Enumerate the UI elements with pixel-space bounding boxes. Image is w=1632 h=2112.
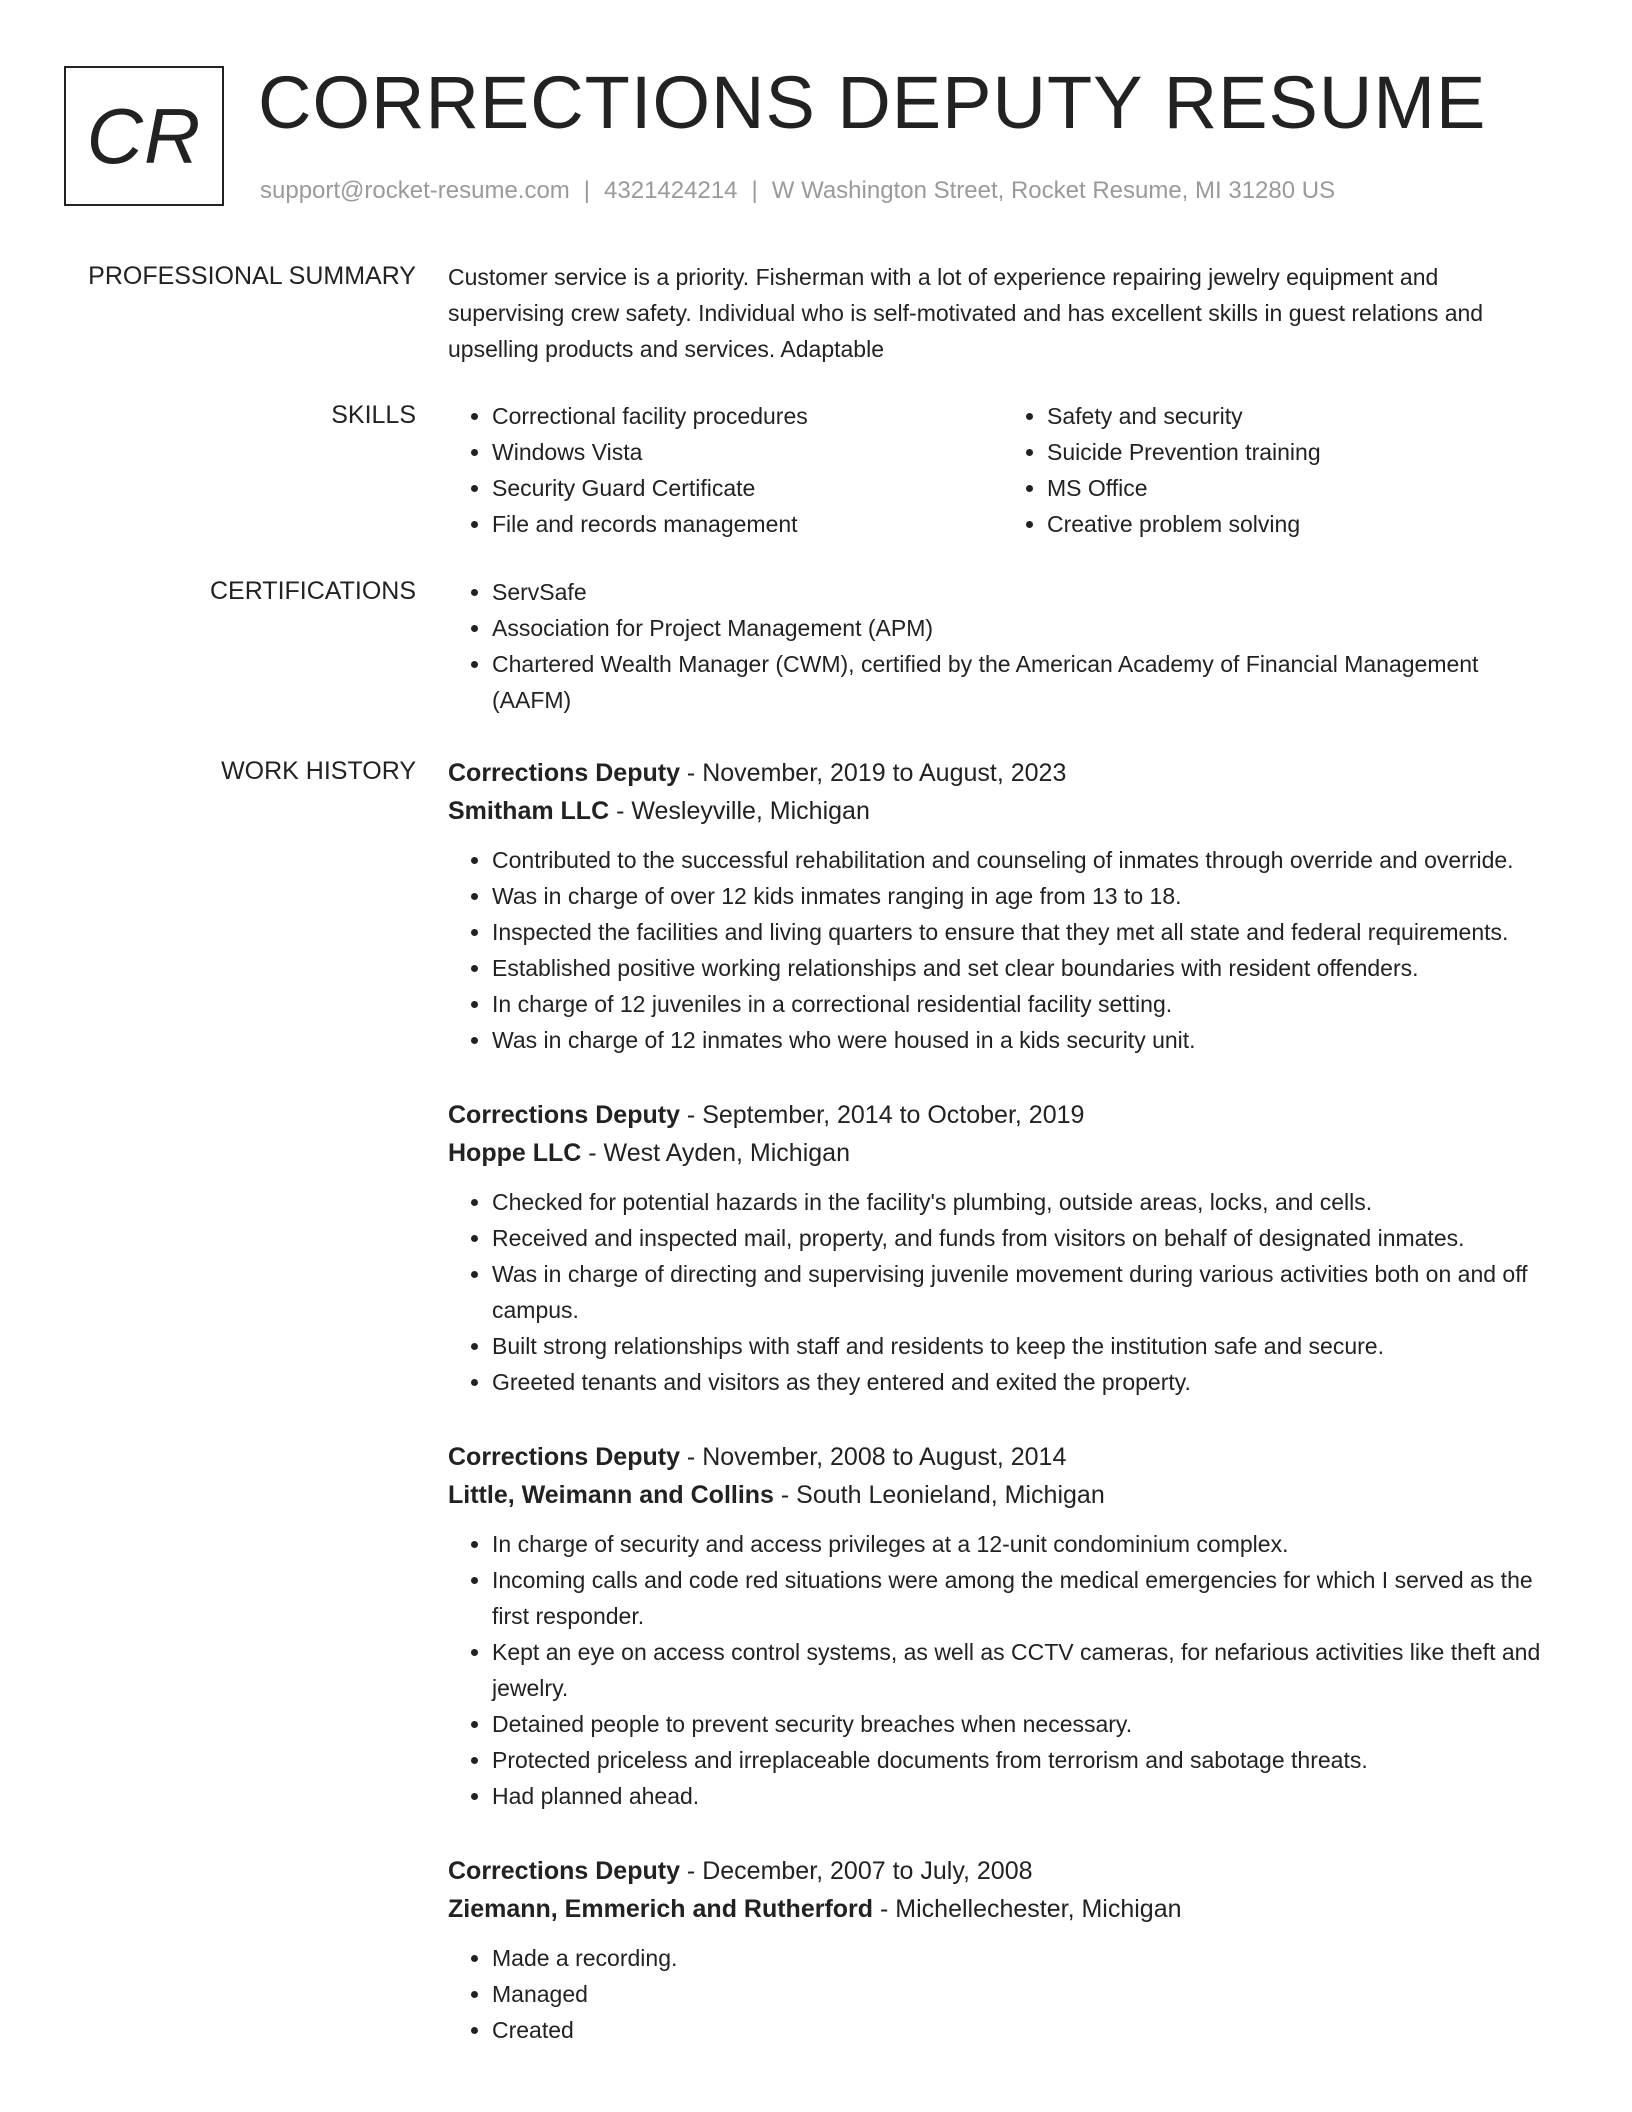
- job-title-line: [448, 754, 1558, 792]
- certification-item: • ServSafe: [492, 574, 1558, 610]
- monogram-logo: CR: [64, 66, 224, 206]
- certifications-list: [448, 574, 1558, 718]
- job-duty-item: • Detained people to prevent security breaches when necessary.: [492, 1706, 1558, 1742]
- job-dates: - December, 2007 to July, 2008: [679, 1857, 1033, 1885]
- job-duty-item: • Contributed to the successful rehabilitation and counseling of inmates through override and override.: [492, 842, 1558, 878]
- job-duty-item: • In charge of security and access privileges at a 12-unit condominium complex.: [492, 1526, 1558, 1562]
- job-company: Little, Weimann and Collins: [448, 1481, 774, 1509]
- job-duty-item: • Received and inspected mail, property, and funds from visitors on behalf of designated inmates.: [492, 1220, 1558, 1256]
- job-duties-list: [448, 1940, 1558, 2048]
- job-title: Corrections Deputy: [448, 759, 680, 787]
- job-duty-item: • Was in charge of over 12 kids inmates ranging in age from 13 to 18.: [492, 878, 1558, 914]
- certifications-body: [448, 574, 1558, 718]
- job-dates: - November, 2019 to August, 2023: [679, 759, 1067, 787]
- contact-email: support@rocket-resume.com: [260, 177, 570, 204]
- job-duty-item: • Was in charge of 12 inmates who were housed in a kids security unit.: [492, 1022, 1558, 1058]
- skill-item: • Security Guard Certificate: [492, 470, 1003, 506]
- contact-phone: 4321424214: [604, 177, 738, 204]
- job-duty-item: • Checked for potential hazards in the facility's plumbing, outside areas, locks, and cells.: [492, 1184, 1558, 1220]
- job-entry: [448, 1852, 1558, 2048]
- skill-item: • Suicide Prevention training: [1047, 434, 1558, 470]
- job-duty-item: • Created: [492, 2012, 1558, 2048]
- job-duty-item: • Inspected the facilities and living quarters to ensure that they met all state and federal requirements.: [492, 914, 1558, 950]
- job-duty-item: • Was in charge of directing and supervising juvenile movement during various activities both on and off campus.: [492, 1256, 1558, 1328]
- job-location: - West Ayden, Michigan: [581, 1139, 850, 1167]
- job-duties-list: [448, 842, 1558, 1058]
- work-history-body: [448, 754, 1558, 2086]
- skill-item: • Safety and security: [1047, 398, 1558, 434]
- job-duty-item: • Incoming calls and code red situations were among the medical emergencies for which I served as the first responder.: [492, 1562, 1558, 1634]
- job-entry: [448, 1096, 1558, 1400]
- job-company: Ziemann, Emmerich and Rutherford: [448, 1895, 874, 1923]
- summary-text: Customer service is a priority. Fisherman with a lot of experience repairing jewelry equipment and supervising crew safety. Individual who is self-motivated and has excellent skills in guest relations and upselling products and services. Adaptable: [448, 264, 1484, 362]
- job-company-line: [448, 1134, 1558, 1172]
- section-label-work-history: WORK HISTORY: [221, 757, 416, 785]
- skill-item: • MS Office: [1047, 470, 1558, 506]
- certification-item: • Chartered Wealth Manager (CWM), certified by the American Academy of Financial Management (AAFM): [492, 646, 1558, 718]
- job-duty-item: • Had planned ahead.: [492, 1778, 1558, 1814]
- contact-address: W Washington Street, Rocket Resume, MI 31280 US: [771, 177, 1336, 204]
- job-title-line: [448, 1438, 1558, 1476]
- job-title: Corrections Deputy: [448, 1101, 680, 1129]
- section-label-certifications: CERTIFICATIONS: [209, 577, 416, 605]
- job-company: Hoppe LLC: [448, 1139, 582, 1167]
- job-location: - Wesleyville, Michigan: [609, 797, 870, 825]
- contact-separator: |: [751, 177, 758, 204]
- job-dates: - November, 2008 to August, 2014: [679, 1443, 1067, 1471]
- job-title: Corrections Deputy: [448, 1857, 680, 1885]
- job-company-line: [448, 1890, 1558, 1928]
- section-label-skills: SKILLS: [331, 401, 416, 429]
- contact-line: [260, 174, 1335, 208]
- job-duty-item: • Made a recording.: [492, 1940, 1558, 1976]
- job-duties-list: [448, 1184, 1558, 1400]
- contact-separator: |: [583, 177, 591, 204]
- skill-item: • Creative problem solving: [1047, 506, 1558, 542]
- skills-list-right: [1003, 398, 1558, 542]
- job-title: Corrections Deputy: [448, 1443, 680, 1471]
- job-duty-item: • Protected priceless and irreplaceable documents from terrorism and sabotage threats.: [492, 1742, 1558, 1778]
- job-company-line: [448, 792, 1558, 830]
- certification-item: • Association for Project Management (APM): [492, 610, 1558, 646]
- job-location: - South Leonieland, Michigan: [773, 1481, 1105, 1509]
- job-duties-list: [448, 1526, 1558, 1814]
- job-entry: [448, 754, 1558, 1058]
- job-company-line: [448, 1476, 1558, 1514]
- resume-title: CORRECTIONS DEPUTY RESUME: [258, 61, 1487, 144]
- job-dates: - September, 2014 to October, 2019: [679, 1101, 1085, 1129]
- job-title-line: [448, 1852, 1558, 1890]
- skill-item: • Windows Vista: [492, 434, 1003, 470]
- skill-item: • Correctional facility procedures: [492, 398, 1003, 434]
- job-location: - Michellechester, Michigan: [873, 1895, 1182, 1923]
- job-duty-item: • Built strong relationships with staff and residents to keep the institution safe and secure.: [492, 1328, 1558, 1364]
- section-label-summary: PROFESSIONAL SUMMARY: [88, 262, 416, 290]
- job-duty-item: • In charge of 12 juveniles in a correctional residential facility setting.: [492, 986, 1558, 1022]
- skills-list-left: [448, 398, 1003, 542]
- skill-item: • File and records management: [492, 506, 1003, 542]
- job-company: Smitham LLC: [448, 797, 610, 825]
- job-title-line: [448, 1096, 1558, 1134]
- job-duty-item: • Managed: [492, 1976, 1558, 2012]
- job-entry: [448, 1438, 1558, 1814]
- job-duty-item: • Kept an eye on access control systems, as well as CCTV cameras, for nefarious activities like theft and jewelry.: [492, 1634, 1558, 1706]
- job-duty-item: • Established positive working relationships and set clear boundaries with resident offenders.: [492, 950, 1558, 986]
- skills-columns: [448, 398, 1558, 542]
- job-duty-item: • Greeted tenants and visitors as they entered and exited the property.: [492, 1364, 1558, 1400]
